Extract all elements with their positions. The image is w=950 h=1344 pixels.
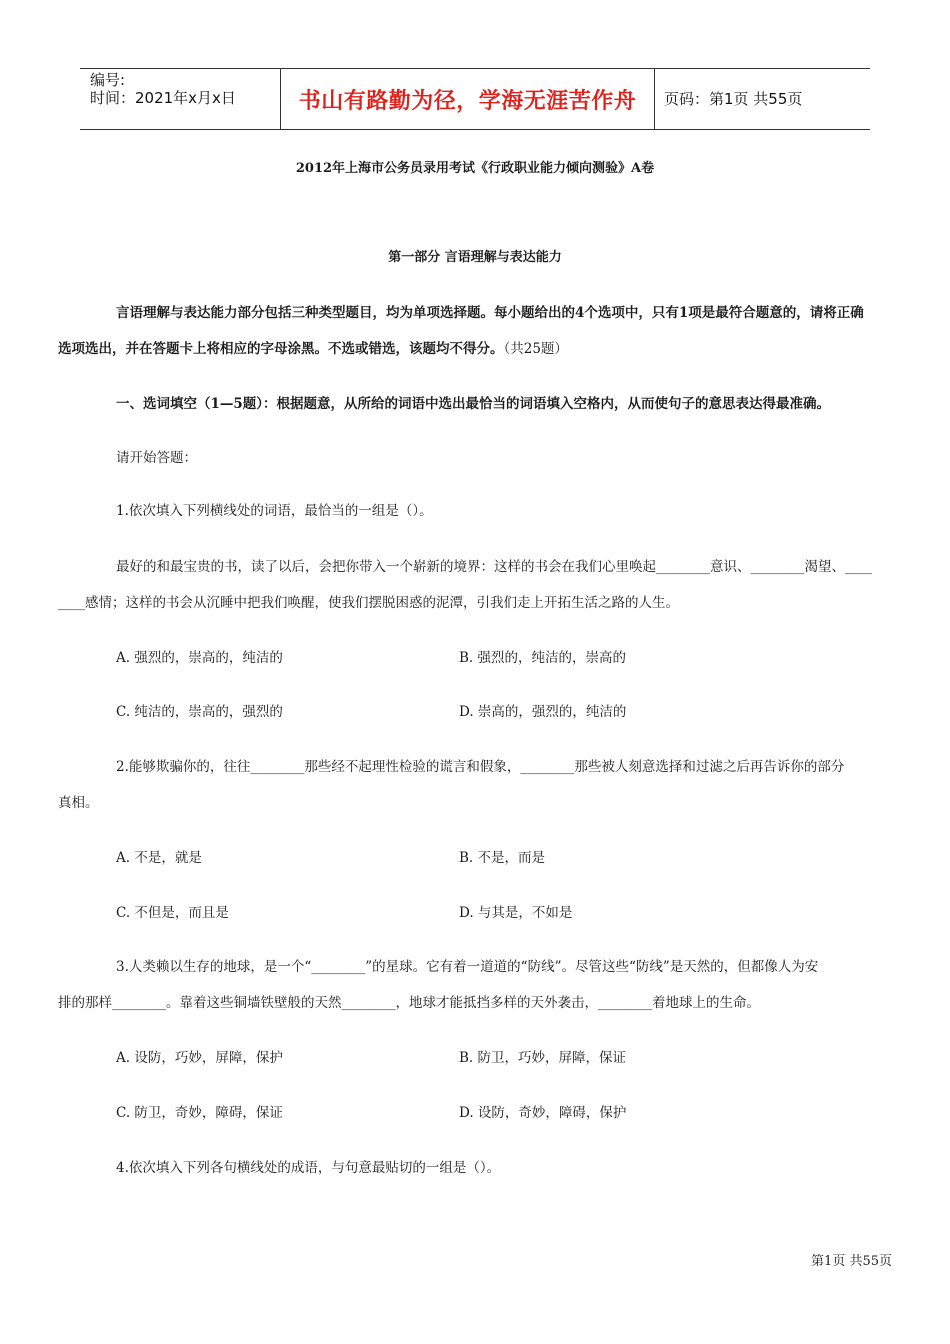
number-label: 编号: <box>90 71 126 89</box>
question-2-stem-2: 真相。 <box>58 795 99 811</box>
header-page-cell <box>655 69 870 129</box>
question-2-option-a: A. 不是，就是 <box>116 850 202 866</box>
question-1-option-a: A. 强烈的，崇高的，纯洁的 <box>116 650 283 666</box>
footer-page-info: 第1页 共55页 <box>811 1254 892 1269</box>
intro-line-2 <box>58 337 568 357</box>
question-3-stem-1: 3.人类赖以生存的地球，是一个“________”的星球。它有着一道道的“防线”。尽管这些“防线”是天然的，但都像人为安 <box>116 959 819 975</box>
intro-count: （共25题） <box>503 341 568 357</box>
time-label: 时间：2021年x月x日 <box>90 89 236 107</box>
header-meta-cell <box>80 69 281 129</box>
question-1-option-b: B. 强烈的，纯洁的，崇高的 <box>459 650 627 666</box>
motto: 书山有路勤为径，学海无涯苦作舟 <box>298 89 637 114</box>
part-title: 第一部分 言语理解与表达能力 <box>388 250 562 265</box>
intro-line-2-text: 选项选出，并在答题卡上将相应的字母涂黑。不选或错选，该题均不得分。 <box>58 341 504 357</box>
question-1-option-d: D. 崇高的，强烈的，纯洁的 <box>459 704 627 720</box>
intro-line-1: 言语理解与表达能力部分包括三种类型题目，均为单项选择题。每小题给出的4个选项中，只有1项是最符合题意的，请将正确 <box>116 305 864 321</box>
question-1-option-c: C. 纯洁的，崇高的，强烈的 <box>116 704 283 720</box>
start-prompt: 请开始答题： <box>116 450 197 466</box>
question-2-option-d: D. 与其是，不如是 <box>459 905 573 921</box>
section-heading: 一、选词填空（1—5题）：根据题意，从所给的词语中选出最恰当的词语填入空格内，从而使句子的意思表达得最准确。 <box>116 396 831 412</box>
question-3-stem-2: 排的那样________。靠着这些铜墙铁壁般的天然________，地球才能抵挡多样的天外袭击，________着地球上的生命。 <box>58 995 760 1011</box>
question-4-stem: 4.依次填入下列各句横线处的成语，与句意最贴切的一组是（）。 <box>116 1160 501 1176</box>
question-1-passage-1: 最好的和最宝贵的书，读了以后，会把你带入一个崭新的境界：这样的书会在我们心里唤起________意识、________渴望、____ <box>116 559 872 575</box>
question-1-passage-2: ____感情；这样的书会从沉睡中把我们唤醒，使我们摆脱困惑的泥潭，引我们走上开拓生活之路的人生。 <box>58 595 679 611</box>
question-2-option-b: B. 不是，而是 <box>459 850 546 866</box>
header-page-info: 页码：第1页 共55页 <box>664 90 803 108</box>
question-3-option-b: B. 防卫，巧妙，屏障，保证 <box>459 1050 627 1066</box>
header-table <box>80 68 870 130</box>
document-title: 2012年上海市公务员录用考试《行政职业能力倾向测验》A卷 <box>295 161 655 176</box>
question-2-stem-1: 2.能够欺骗你的，往往________那些经不起理性检验的谎言和假象，________那些被人刻意选择和过滤之后再告诉你的部分 <box>116 759 845 775</box>
question-3-option-c: C. 防卫，奇妙，障碍，保证 <box>116 1105 283 1121</box>
question-2-option-c: C. 不但是，而且是 <box>116 905 229 921</box>
header-motto-cell <box>281 69 655 129</box>
question-1-stem: 1.依次填入下列横线处的词语，最恰当的一组是（）。 <box>116 503 433 519</box>
question-3-option-d: D. 设防，奇妙，障碍，保护 <box>459 1105 627 1121</box>
question-3-option-a: A. 设防，巧妙，屏障，保护 <box>116 1050 283 1066</box>
